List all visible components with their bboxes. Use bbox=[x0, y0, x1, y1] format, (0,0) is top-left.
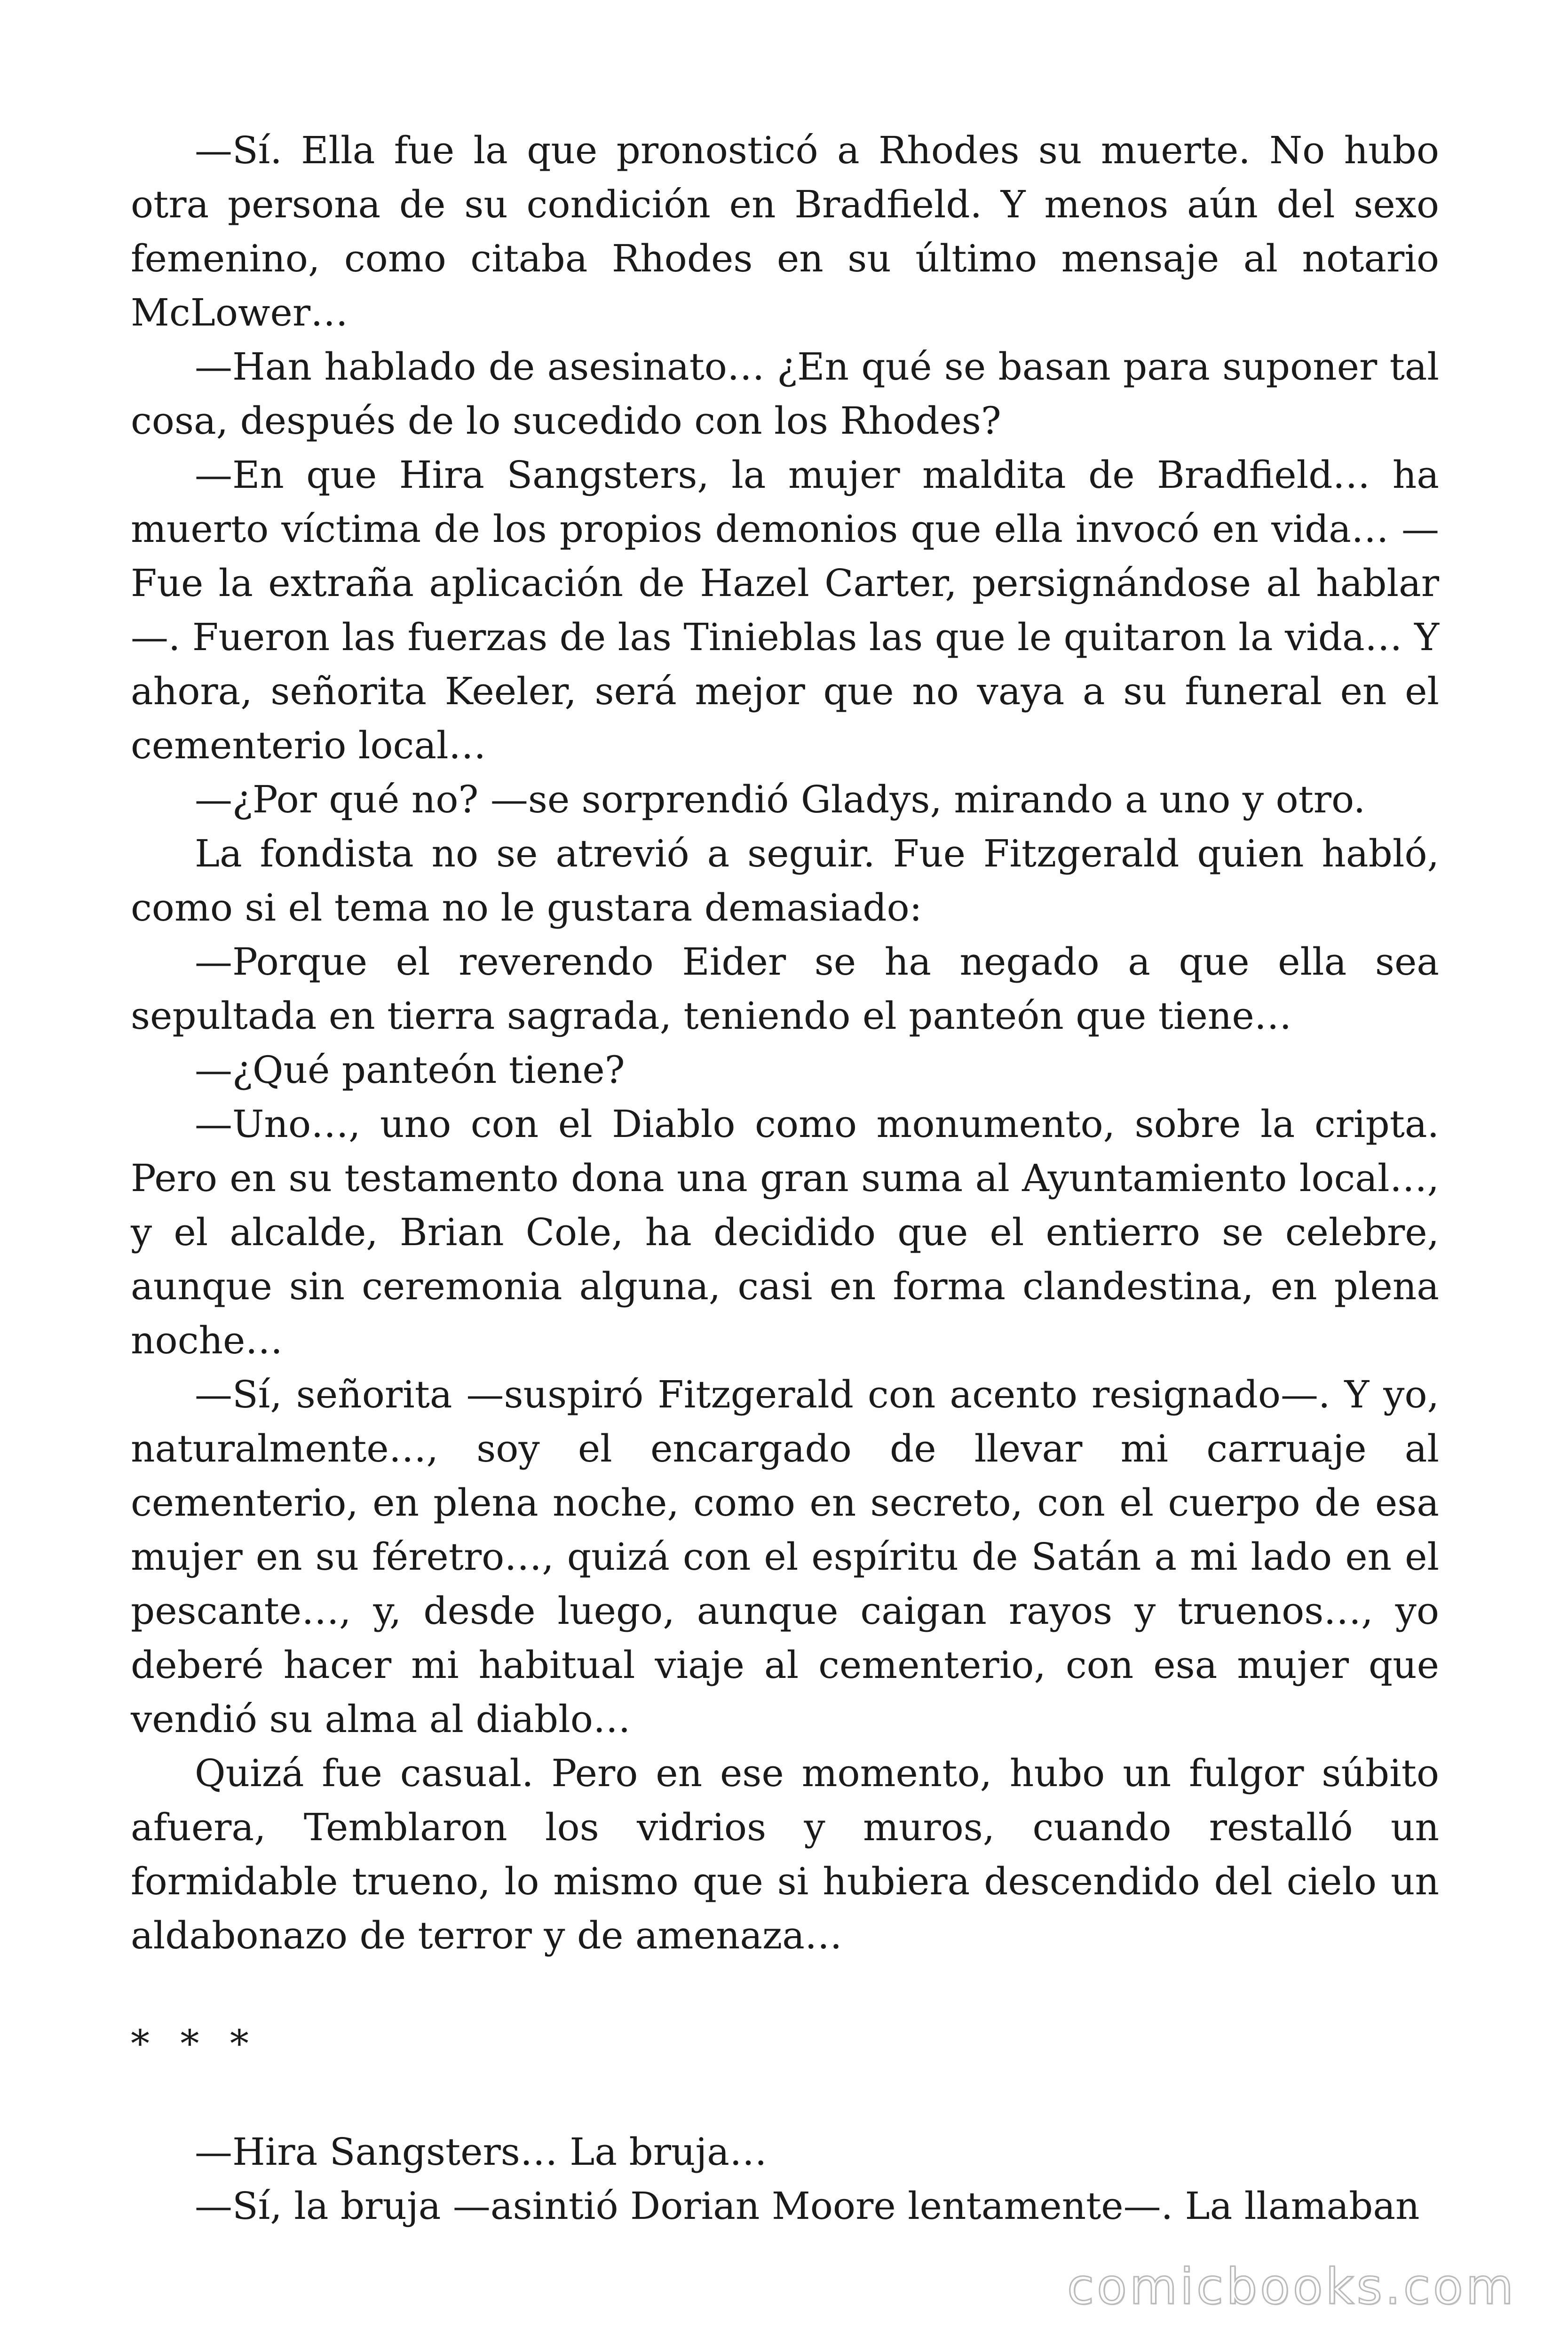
paragraph: —Han hablado de asesinato… ¿En qué se basan para suponer tal cosa, después de lo sucedido con los Rhodes? bbox=[131, 345, 1439, 443]
paragraph: —En que Hira Sangsters, la mujer maldita de Bradfield… ha muerto víctima de los propios demonios que ella invocó en vida… —Fue la extraña aplicación de Hazel Carter, persignándose al hablar—. Fueron las fuerzas de las Tinieblas las que le quitaron la vida… Y ahora, señorita Keeler, será mejor que no vaya a su funeral en el cementerio local… bbox=[131, 453, 1439, 767]
paragraph: —Hira Sangsters… La bruja… bbox=[195, 2130, 767, 2174]
paragraph: —¿Por qué no? —se sorprendió Gladys, mirando a uno y otro. bbox=[195, 778, 1366, 821]
paragraph: —Sí, señorita —suspiró Fitzgerald con acento resignado—. Y yo, naturalmente…, soy el encargado de llevar mi carruaje al cementerio, en plena noche, como en secreto, con el cuerpo de esa mujer en su féretro…, quizá con el espíritu de Satán a mi lado en el pescante…, y, desde luego, aunque caigan rayos y truenos…, yo deberé hacer mi habitual viaje al cementerio, con esa mujer que vendió su alma al diablo… bbox=[131, 1373, 1439, 1741]
paragraph: —Uno…, uno con el Diablo como monumento, sobre la cripta. Pero en su testamento dona una gran suma al Ayuntamiento local…, y el alcalde, Brian Cole, ha decidido que el entierro se celebre, aunque sin ceremonia alguna, casi en forma clandestina, en plena noche… bbox=[131, 1102, 1439, 1362]
paragraph: —Porque el reverendo Eider se ha negado a que ella sea sepultada en tierra sagrada, teniendo el panteón que tiene… bbox=[131, 940, 1439, 1038]
paragraph: La fondista no se atrevió a seguir. Fue Fitzgerald quien habló, como si el tema no le gustara demasiado: bbox=[131, 832, 1439, 930]
paragraph: —Sí. Ella fue la que pronosticó a Rhodes su muerte. No hubo otra persona de su condición en Bradfield. Y menos aún del sexo femenino, como citaba Rhodes en su último mensaje al notario McLower… bbox=[131, 128, 1439, 334]
paragraph: Quizá fue casual. Pero en ese momento, hubo un fulgor súbito afuera, Temblaron los vidrios y muros, cuando restalló un formidable trueno, lo mismo que si hubiera descendido del cielo un aldabonazo de terror y de amenaza… bbox=[131, 1751, 1439, 1957]
paragraph: —¿Qué panteón tiene? bbox=[195, 1048, 625, 1092]
watermark-logo: comicbooks.com bbox=[1067, 2258, 1516, 2315]
body-text bbox=[131, 123, 1439, 2233]
section-separator: * * * bbox=[131, 2022, 258, 2066]
paragraph: —Sí, la bruja —asintió Dorian Moore lentamente—. La llamaban bbox=[195, 2184, 1420, 2228]
